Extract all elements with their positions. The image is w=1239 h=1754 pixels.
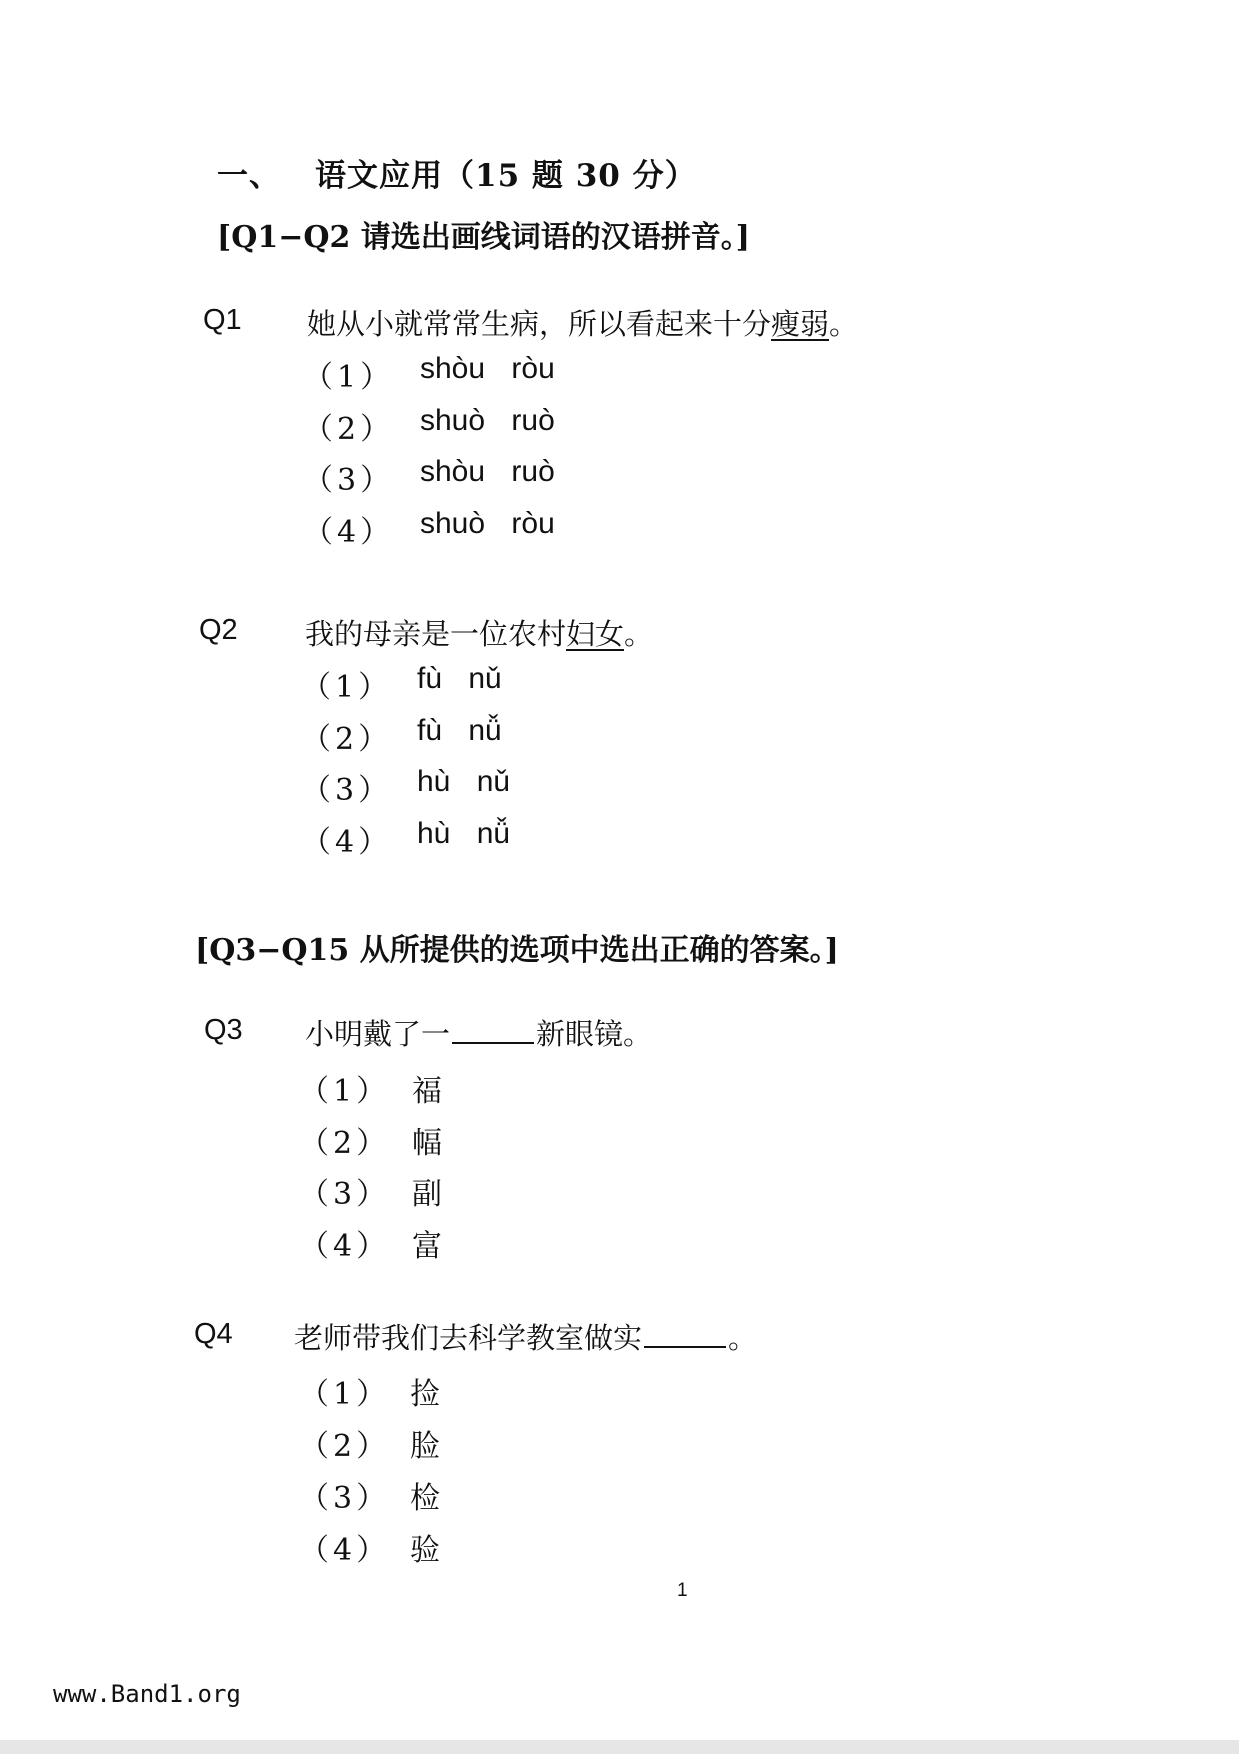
option-label: （3） bbox=[301, 773, 393, 808]
option-label: （1） bbox=[299, 1074, 391, 1109]
option-text: 幅 bbox=[412, 1126, 442, 1161]
option-label: （1） bbox=[301, 670, 393, 705]
option-label: （2） bbox=[299, 1429, 391, 1464]
section-number: 一、 bbox=[217, 158, 281, 194]
question-stem: 她从小就常常生病，所以看起来十分瘦弱。 bbox=[307, 307, 859, 341]
section-title: 语文应用（15 题 30 分） bbox=[315, 158, 697, 194]
option-label: （1） bbox=[303, 360, 395, 395]
question-number: Q1 bbox=[203, 304, 242, 336]
answer-blank bbox=[644, 1322, 726, 1348]
section-heading bbox=[217, 150, 697, 195]
question-stem: 老师带我们去科学教室做实 。 bbox=[294, 1321, 758, 1355]
underlined-word: 妇女 bbox=[566, 617, 625, 651]
option-label: （2） bbox=[303, 412, 395, 447]
option-label: （2） bbox=[299, 1126, 391, 1161]
question-number: Q3 bbox=[204, 1014, 243, 1046]
option-text: shuò ruò bbox=[420, 404, 555, 437]
question-number: Q4 bbox=[194, 1318, 233, 1350]
question-stem: 小明戴了一 新眼镜。 bbox=[305, 1017, 653, 1051]
instruction-choose: [Q3−Q15 从所提供的选项中选出正确的答案。] bbox=[195, 933, 839, 968]
option-text: 富 bbox=[412, 1229, 442, 1264]
option-text: 脸 bbox=[410, 1429, 440, 1464]
underlined-word: 瘦弱 bbox=[771, 307, 830, 341]
option-label: （2） bbox=[301, 722, 393, 757]
option-label: （3） bbox=[303, 463, 395, 498]
question-number: Q2 bbox=[199, 614, 238, 646]
option-text: hù nǚ bbox=[417, 817, 511, 850]
option-text: 验 bbox=[410, 1533, 440, 1568]
option-text: shuò ròu bbox=[420, 507, 555, 540]
option-text: shòu ròu bbox=[420, 352, 555, 385]
footer-url: www.Band1.org bbox=[53, 1680, 241, 1708]
option-text: 检 bbox=[410, 1481, 440, 1516]
option-text: 捡 bbox=[410, 1377, 440, 1412]
scan-edge bbox=[0, 1740, 1239, 1754]
option-label: （4） bbox=[299, 1229, 391, 1264]
page-number: 1 bbox=[677, 1580, 688, 1601]
answer-blank bbox=[452, 1018, 534, 1044]
option-label: （4） bbox=[301, 825, 393, 860]
option-label: （3） bbox=[299, 1481, 391, 1516]
option-label: （3） bbox=[299, 1177, 391, 1212]
option-text: fù nǚ bbox=[417, 714, 502, 747]
option-label: （1） bbox=[299, 1377, 391, 1412]
instruction-pinyin: [Q1−Q2 请选出画线词语的汉语拼音。] bbox=[217, 220, 750, 255]
option-text: shòu ruò bbox=[420, 455, 555, 488]
option-text: fù nǔ bbox=[417, 662, 502, 695]
option-text: 副 bbox=[412, 1177, 442, 1212]
option-label: （4） bbox=[299, 1533, 391, 1568]
option-text: 福 bbox=[412, 1074, 442, 1109]
option-label: （4） bbox=[303, 515, 395, 550]
question-stem: 我的母亲是一位农村妇女。 bbox=[305, 617, 654, 651]
option-text: hù nǔ bbox=[417, 765, 511, 798]
